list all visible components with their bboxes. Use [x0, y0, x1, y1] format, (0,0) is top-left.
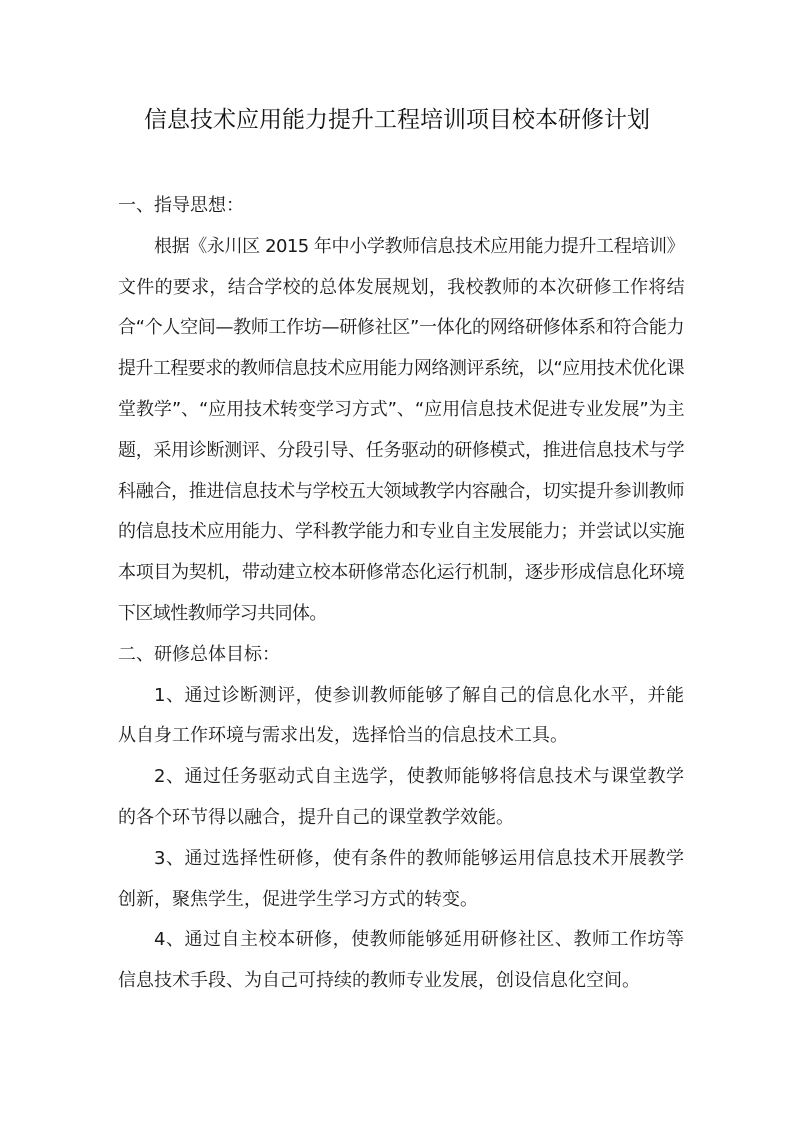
goal-item-4: 4、通过自主校本研修，使教师能够延用研修社区、教师工作坊等信息技术手段、为自己可持续的教师专业发展，创设信息化空间。	[118, 929, 684, 992]
section-heading-overall-goals: 二、研修总体目标：	[118, 643, 280, 665]
goal-item-2: 2、通过任务驱动式自主选学，使教师能够将信息技术与课堂教学的各个环节得以融合，提升自己的课堂教学效能。	[118, 766, 684, 828]
goal-item-3: 3、通过选择性研修，使有条件的教师能够运用信息技术开展教学创新，聚焦学生，促进学生学习方式的转变。	[118, 847, 684, 910]
document-body	[118, 186, 684, 1002]
guiding-thought-paragraph: 根据《永川区 2015 年中小学教师信息技术应用能力提升工程培训》文件的要求，结合学校的总体发展规划，我校教师的本次研修工作将结合“个人空间—教师工作坊—研修社区”一体化的网络研修体系和符合能力提升工程要求的教师信息技术应用能力网络测评系统，以“应用技术优化课堂教学”、“应用技术转变学习方式”、“应用信息技术促进专业发展”为主题，采用诊断测评、分段引导、任务驱动的研修模式，推进信息技术与学科融合，推进信息技术与学校五大领域教学内容融合，切实提升参训教师的信息技术应用能力、学科教学能力和专业自主发展能力；并尝试以实施本项目为契机，带动建立校本研修常态化运行机制，逐步形成信息化环境下区域性教师学习共同体。	[118, 235, 684, 624]
document-title: 信息技术应用能力提升工程培训项目校本研修计划	[144, 107, 650, 133]
goal-item-1: 1、通过诊断测评，使参训教师能够了解自己的信息化水平，并能从自身工作环境与需求出发，选择恰当的信息技术工具。	[118, 684, 684, 747]
section-heading-guiding-thought: 一、指导思想：	[118, 195, 244, 216]
